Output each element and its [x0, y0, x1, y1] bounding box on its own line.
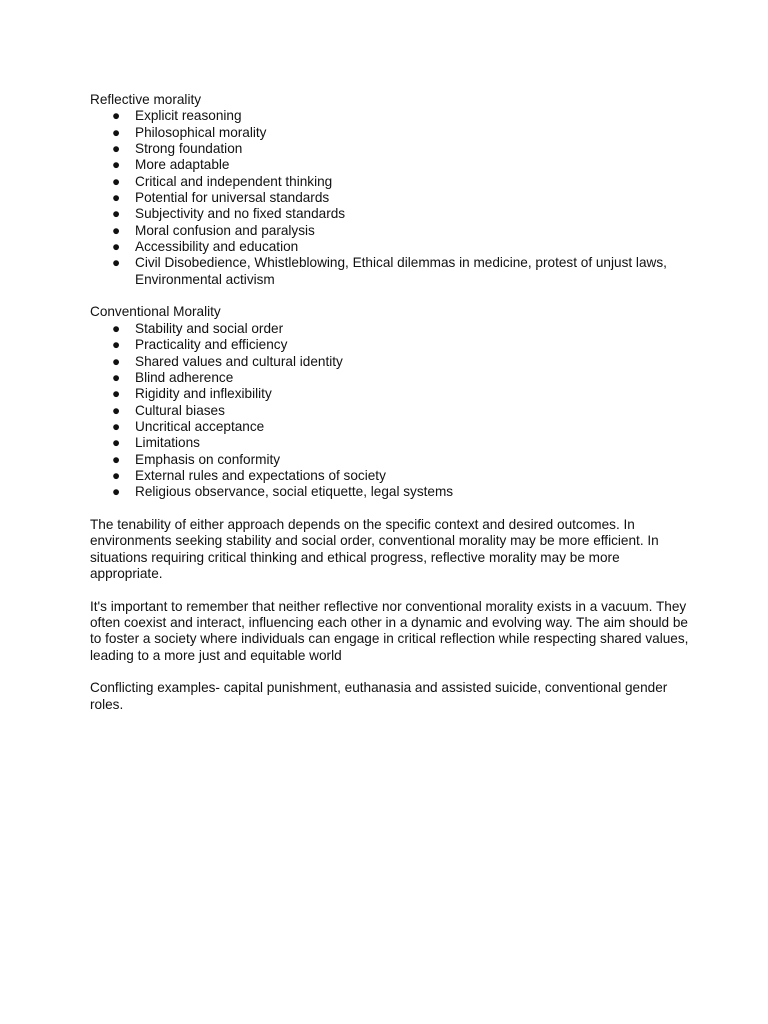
- list-item: [90, 354, 690, 370]
- list-item-text: Cultural biases: [135, 402, 225, 418]
- list-item-text: Uncritical acceptance: [135, 418, 265, 434]
- conventional-morality-heading: Conventional Morality: [90, 304, 221, 320]
- conventional-morality-list: [90, 321, 690, 501]
- bullet-icon: ●: [112, 451, 121, 467]
- list-item: [90, 174, 690, 190]
- list-item-text: Rigidity and inflexibility: [135, 386, 272, 402]
- coexistence-paragraph: It's important to remember that neither reflective nor conventional morality exists in a vacuum. They often coexist and interact, influencing each other in a dynamic and evolving way. The aim should be to foster a society where individuals can engage in critical reflection while respecting shared values, leading to a more just and equitable world: [90, 598, 689, 663]
- list-item: [90, 484, 690, 500]
- conflicting-examples-paragraph: Conflicting examples- capital punishment, euthanasia and assisted suicide, conventional gender roles.: [90, 680, 668, 712]
- reflective-morality-heading: Reflective morality: [90, 92, 202, 107]
- list-item-text: Strong foundation: [135, 141, 243, 157]
- list-item: [90, 321, 690, 337]
- list-item-text: Philosophical morality: [135, 124, 267, 140]
- bullet-icon: ●: [112, 353, 121, 369]
- bullet-icon: ●: [112, 320, 121, 336]
- bullet-icon: ●: [112, 124, 121, 140]
- list-item: [90, 370, 690, 386]
- list-item: [90, 452, 690, 468]
- bullet-icon: ●: [112, 484, 121, 500]
- bullet-icon: ●: [112, 369, 121, 385]
- bullet-icon: ●: [112, 386, 121, 402]
- bullet-icon: ●: [112, 222, 121, 238]
- list-item: [90, 206, 690, 222]
- list-item-text: Critical and independent thinking: [135, 173, 333, 189]
- list-item-text: Explicit reasoning: [135, 108, 242, 124]
- list-item-text: Limitations: [135, 435, 200, 451]
- list-item-text: Blind adherence: [135, 369, 234, 385]
- list-item: [90, 125, 690, 141]
- list-item-text: Subjectivity and no fixed standards: [135, 206, 346, 222]
- spacer: [90, 501, 690, 517]
- tenability-paragraph: The tenability of either approach depends on the specific context and desired outcomes. In environments seeking stability and social order, conventional morality may be more efficient. In situations requiring critical thinking and ethical progress, reflective morality may be more appropriate.: [90, 516, 659, 581]
- list-item: [90, 419, 690, 435]
- list-item: [90, 239, 690, 255]
- bullet-icon: ●: [112, 418, 121, 434]
- bullet-icon: ●: [112, 190, 121, 206]
- list-item: [90, 108, 690, 124]
- list-item: [90, 337, 690, 353]
- list-item-text: Civil Disobedience, Whistleblowing, Ethical dilemmas in medicine, protest of unjust laws, Environmental activism: [135, 255, 667, 287]
- bullet-icon: ●: [112, 337, 121, 353]
- list-item: [90, 403, 690, 419]
- list-item-text: Potential for universal standards: [135, 190, 330, 206]
- list-item-text: More adaptable: [135, 157, 230, 173]
- bullet-icon: ●: [112, 239, 121, 255]
- list-item-text: Practicality and efficiency: [135, 337, 288, 353]
- bullet-icon: ●: [112, 173, 121, 189]
- list-item: [90, 157, 690, 173]
- list-item: [90, 190, 690, 206]
- bullet-icon: ●: [112, 467, 121, 483]
- bullet-icon: ●: [112, 402, 121, 418]
- list-item-text: Emphasis on conformity: [135, 451, 281, 467]
- list-item-text: Religious observance, social etiquette, legal systems: [135, 484, 454, 500]
- bullet-icon: ●: [112, 108, 121, 124]
- bullet-icon: ●: [112, 206, 121, 222]
- list-item-text: Stability and social order: [135, 320, 284, 336]
- list-item: [90, 435, 690, 451]
- bullet-icon: ●: [112, 157, 121, 173]
- list-item: [90, 141, 690, 157]
- list-item: [90, 223, 690, 239]
- document-page: [90, 92, 690, 713]
- list-item-text: Moral confusion and paralysis: [135, 222, 315, 238]
- list-item: [90, 255, 690, 288]
- list-item: [90, 468, 690, 484]
- bullet-icon: ●: [112, 255, 121, 271]
- spacer: [90, 582, 690, 598]
- spacer: [90, 288, 690, 304]
- list-item: [90, 386, 690, 402]
- list-item-text: External rules and expectations of society: [135, 467, 386, 483]
- bullet-icon: ●: [112, 141, 121, 157]
- reflective-morality-list: [90, 108, 690, 288]
- spacer: [90, 664, 690, 680]
- list-item-text: Accessibility and education: [135, 239, 299, 255]
- bullet-icon: ●: [112, 435, 121, 451]
- list-item-text: Shared values and cultural identity: [135, 353, 343, 369]
